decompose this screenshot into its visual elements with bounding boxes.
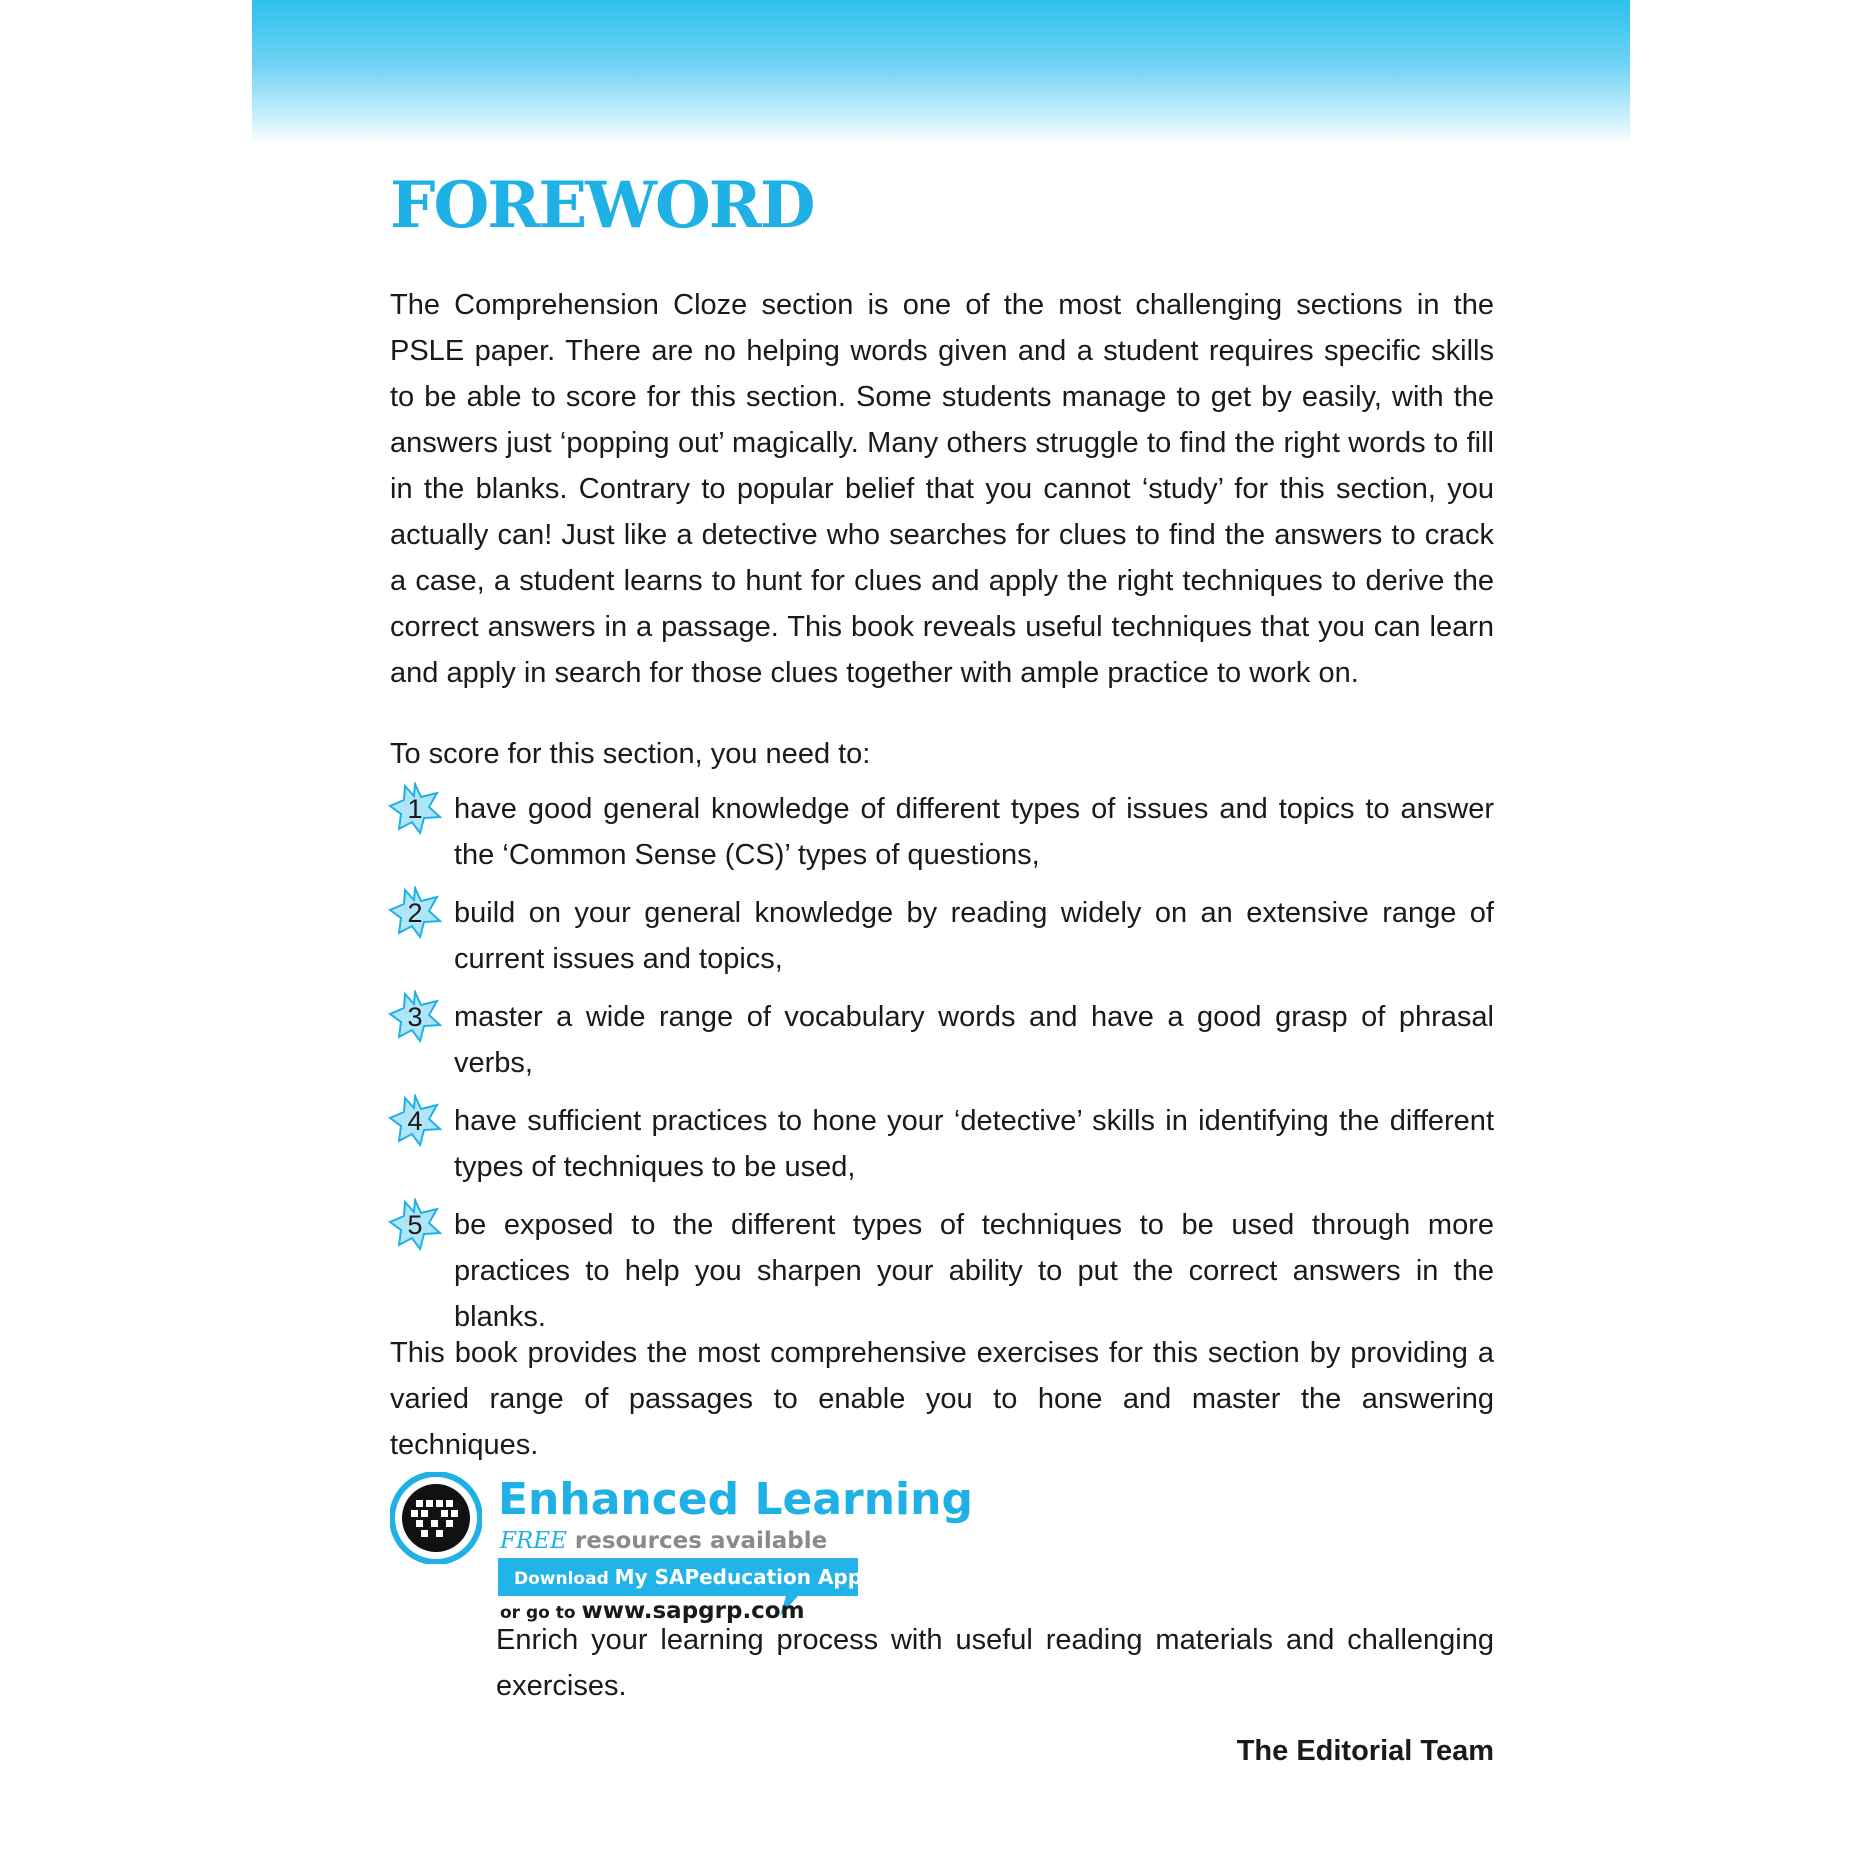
star-bullet-icon [388,782,442,836]
list-number: 3 [407,1002,423,1032]
star-bullet-icon [388,886,442,940]
promo-free-word: FREE [500,1528,567,1554]
page-title: FOREWORD [390,168,814,243]
list-number: 5 [407,1210,423,1240]
list-lead-section [390,731,1494,777]
promo-url[interactable]: www.sapgrp.com [581,1598,805,1624]
promo-free-rest: resources available [574,1528,828,1554]
url-prefix: or go to [500,1603,576,1623]
list-item [390,1098,1494,1190]
closing-paragraph: This book provides the most comprehensive exercises for this section by providing a varied range of passages to enable you to hone and master the answering techniques. [390,1337,1494,1461]
list-item-text: be exposed to the different types of techniques to be used through more practices to help you sharpen your ability to put the correct answers in the blanks. [454,1209,1494,1333]
header-gradient-band [252,0,1630,145]
list-item-text: master a wide range of vocabulary words and have a good grasp of phrasal verbs, [454,1001,1494,1079]
book-page [252,0,1630,1873]
list-item [390,994,1494,1086]
promo-free-resources [500,1528,827,1554]
numbered-list [390,786,1494,1352]
enhanced-learning-logo-icon [390,1472,482,1564]
list-number: 2 [407,898,423,928]
enrich-text: Enrich your learning process with useful reading materials and challenging exercises. [496,1624,1494,1702]
list-number: 1 [407,794,423,824]
list-item-text: build on your general knowledge by reading widely on an extensive range of current issues and topics, [454,897,1494,975]
star-bullet-icon [388,990,442,1044]
star-bullet-icon [388,1198,442,1252]
intro-section [390,282,1494,696]
list-number: 4 [407,1106,423,1136]
banner-prefix: Download [514,1569,609,1589]
banner-suffix: Now! [867,1569,918,1589]
signoff: The Editorial Team [1236,1735,1494,1767]
closing-section [390,1330,1494,1468]
enrich-section [496,1617,1494,1709]
list-item [390,1202,1494,1340]
promo-download-banner[interactable] [514,1565,917,1589]
list-item-text: have good general knowledge of different types of issues and topics to answer the ‘Common Sense (CS)’ types of questions, [454,793,1494,871]
list-lead: To score for this section, you need to: [390,738,871,770]
banner-app-name: My SAPeducation App [614,1565,863,1589]
list-item [390,890,1494,982]
enhanced-learning-promo [390,1472,1494,1622]
star-bullet-icon [388,1094,442,1148]
list-item-text: have sufficient practices to hone your ‘detective’ skills in identifying the different types of techniques to be used, [454,1105,1494,1183]
promo-title: Enhanced Learning [498,1474,973,1525]
list-item [390,786,1494,878]
intro-paragraph: The Comprehension Cloze section is one of the most challenging sections in the PSLE paper. There are no helping words given and a student requires specific skills to be able to score for this section. Some students manage to get by easily, with the answers just ‘popping out’ magically. Many others struggle to find the right words to fill in the blanks. Contrary to popular belief that you cannot ‘study’ for this section, you actually can! Just like a detective who searches for clues to find the answers to crack a case, a student learns to hunt for clues and apply the right techniques to derive the correct answers in a passage. This book reveals useful techniques that you can learn and apply in search for those clues together with ample practice to work on. [390,289,1494,689]
